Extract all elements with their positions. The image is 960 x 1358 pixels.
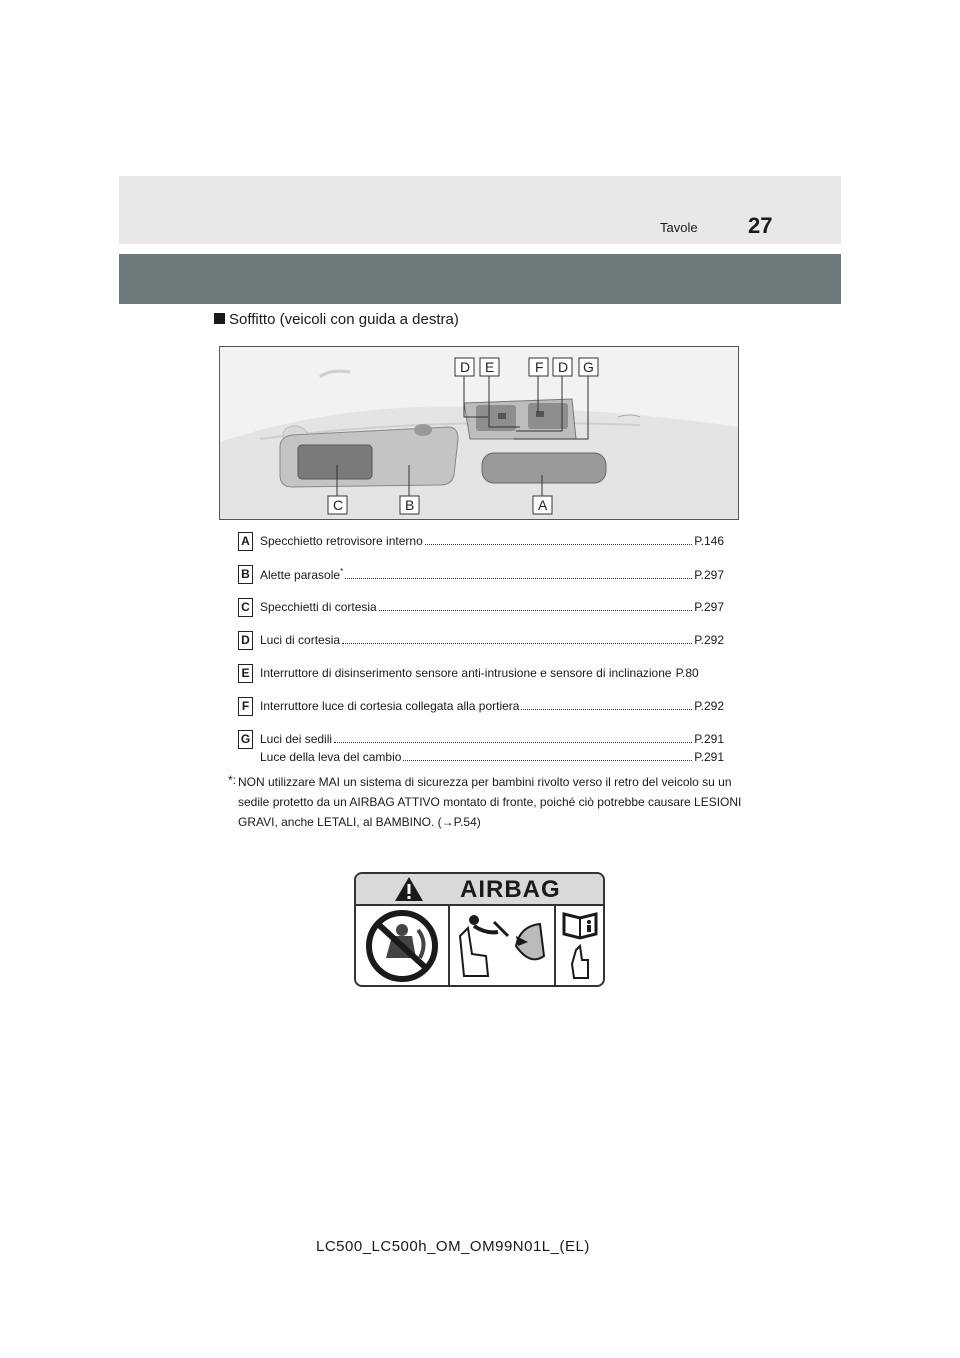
callout-top-5: G	[583, 359, 594, 375]
header-dark-band	[119, 254, 841, 304]
footnote-text: NON utilizzare MAI un sistema di sicurezza per bambini rivolto verso il retro del veicolo su un sedile protetto da un AIRBAG ATTIVO montato di fronte, poiché ciò potrebbe causare LESIONI GRAVI, anche LETALI, al BAMBINO. (→P.54)	[238, 775, 742, 829]
heading-text: Soffitto (veicoli con guida a destra)	[229, 311, 459, 328]
item-badge: G	[238, 730, 253, 749]
item-label: Alette parasole	[260, 568, 341, 582]
item-label: Interruttore luce di cortesia collegata alla portiera	[260, 699, 520, 713]
callout-top-4: D	[558, 359, 569, 375]
page-reference[interactable]: P.292	[694, 699, 724, 713]
read-manual-icon	[556, 906, 605, 987]
header-band	[119, 176, 841, 244]
item-label-secondary: Luce della leva del cambio	[260, 750, 402, 764]
list-item	[238, 695, 724, 721]
callout-bottom-3: A	[538, 497, 548, 513]
page-number: 27	[748, 213, 773, 238]
item-label: Interruttore di disinserimento sensore anti-intrusione e sensore di inclinazione	[260, 666, 672, 680]
item-label: Specchietti di cortesia	[260, 600, 377, 614]
airbag-deploy-icon	[450, 906, 556, 987]
ceiling-diagram	[219, 346, 739, 520]
footnote	[228, 772, 748, 832]
square-bullet-icon	[214, 313, 225, 324]
page-reference[interactable]: P.297	[694, 568, 724, 582]
ceiling-illustration	[220, 347, 738, 519]
page-reference[interactable]: P.292	[694, 633, 724, 647]
section-heading	[214, 311, 459, 328]
callout-bottom-2: B	[405, 497, 415, 513]
callout-top-1: D	[460, 359, 471, 375]
list-item	[238, 728, 724, 768]
callout-top-3: F	[535, 359, 544, 375]
item-badge: D	[238, 631, 253, 650]
item-label: Luci dei sedili	[260, 732, 333, 746]
item-label: Specchietto retrovisore interno	[260, 534, 423, 548]
warning-triangle-icon	[394, 876, 424, 902]
item-badge: A	[238, 532, 253, 551]
list-item	[238, 596, 724, 622]
prohibited-child-seat-icon	[356, 906, 450, 987]
section-title: Tavole	[660, 220, 698, 235]
callout-top-2: E	[485, 359, 495, 375]
item-badge: B	[238, 565, 253, 584]
footnote-mark: *	[340, 567, 344, 576]
list-item	[238, 530, 724, 556]
item-badge: C	[238, 598, 253, 617]
page-reference[interactable]: P.80	[675, 666, 699, 680]
callout-bottom-1: C	[333, 497, 344, 513]
item-badge: E	[238, 664, 253, 683]
list-item	[238, 662, 724, 688]
list-item	[238, 629, 724, 655]
list-item	[238, 563, 724, 589]
airbag-word: AIRBAG	[460, 876, 561, 903]
item-label: Luci di cortesia	[260, 633, 341, 647]
page-reference[interactable]: P.291	[694, 732, 724, 746]
footnote-mark: *:	[228, 773, 237, 787]
page-reference[interactable]: P.297	[694, 600, 724, 614]
airbag-warning-label	[354, 872, 605, 987]
document-code: LC500_LC500h_OM_OM99N01L_(EL)	[316, 1238, 590, 1255]
page-reference[interactable]: P.291	[694, 750, 724, 764]
page-reference[interactable]: P.146	[694, 534, 724, 548]
item-badge: F	[238, 697, 253, 716]
